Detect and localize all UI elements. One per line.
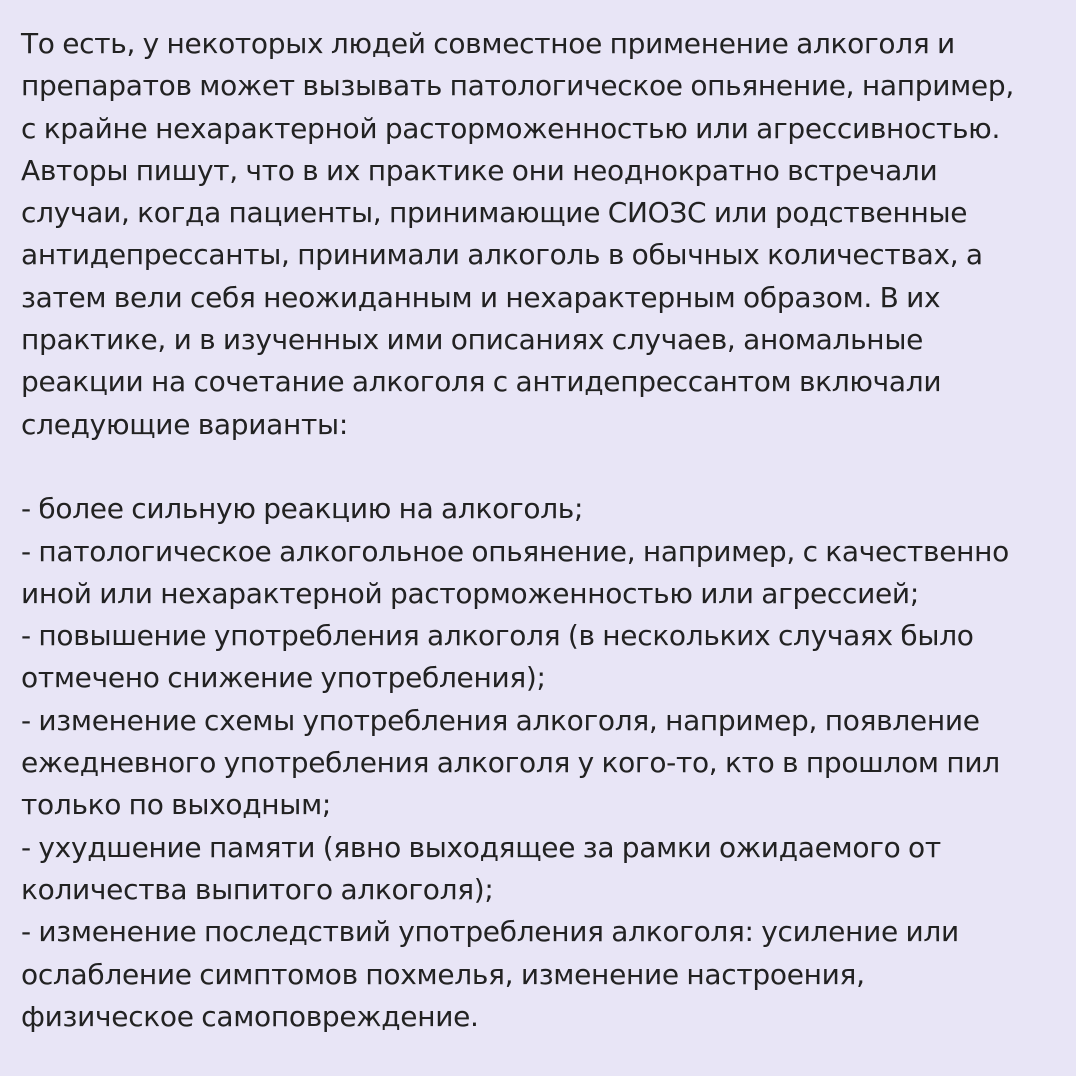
list-line: - изменение последствий употребления алкоголя: усиление или [21,915,959,949]
text-line: антидепрессанты, принимали алкоголь в обычных количествах, а [21,238,983,272]
list-line: - патологическое алкогольное опьянение, например, с качественно [21,534,1010,568]
text-line: То есть, у некоторых людей совместное применение алкоголя и [21,27,955,60]
list-line: иной или нехарактерной расторможенностью или агрессией; [21,576,919,610]
list-line: ослабление симптомов похмелья, изменение настроения, [21,957,865,991]
text-line: с крайне нехарактерной расторможенностью или агрессивностью. [21,111,1001,145]
list-line: - повышение употребления алкоголя (в нескольких случаях было [21,619,974,653]
text-line: практике, и в изученных ими описаниях случаев, аномальные [21,323,924,357]
text-line: затем вели себя неожиданным и нехарактерным образом. В их [21,280,941,314]
list-line: - более сильную реакцию на алкоголь; [21,492,584,526]
list-line: - изменение схемы употребления алкоголя, например, появление [21,703,980,737]
list-line: только по выходным; [21,788,332,822]
reactions-list [21,488,1076,1038]
intro-paragraph [21,23,1076,446]
text-line: следующие варианты: [21,407,348,441]
text-line: реакции на сочетание алкоголя с антидепрессантом включали [21,365,942,399]
list-line: отмечено снижение употребления); [21,661,546,695]
text-line: препаратов может вызывать патологическое опьянение, например, [21,69,1014,103]
list-line: количества выпитого алкоголя); [21,872,494,906]
text-line: случаи, когда пациенты, принимающие СИОЗС или родственные [21,196,968,230]
paragraph-spacer [21,446,1076,488]
list-line: ежедневного употребления алкоголя у кого-то, кто в прошлом пил [21,746,1000,780]
list-line: физическое самоповреждение. [21,999,479,1033]
list-line: - ухудшение памяти (явно выходящее за рамки ожидаемого от [21,830,941,864]
text-line: Авторы пишут, что в их практике они неоднократно встречали [21,153,938,187]
